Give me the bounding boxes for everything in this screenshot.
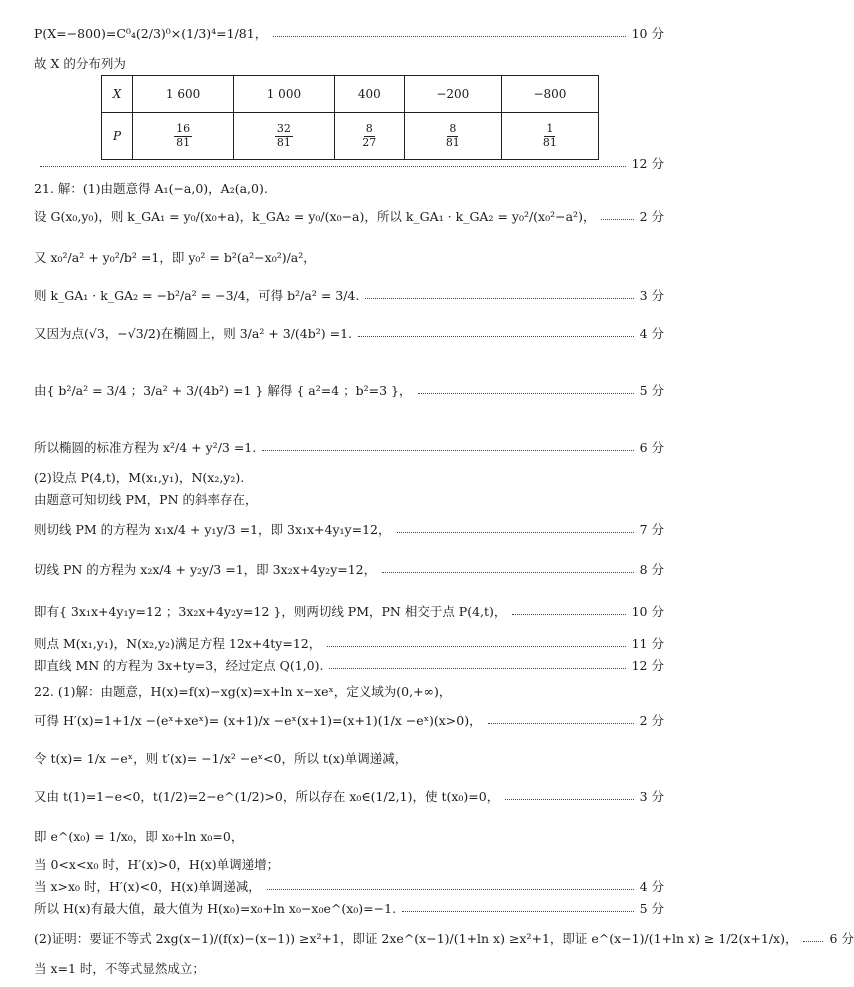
score-label: 2 分 xyxy=(639,209,664,224)
score-label: 4 分 xyxy=(639,326,664,341)
solution-text: 即直线 MN 的方程为 3x+ty=3，经过定点 Q(1,0). xyxy=(34,658,324,673)
solution-line-q21-8 xyxy=(34,466,664,488)
dot-leader xyxy=(505,799,633,800)
score-label: 5 分 xyxy=(639,383,664,398)
solution-text: 则切线 PM 的方程为 x₁x/4 + y₁y/3 =1，即 3x₁x+4y₁y=12， xyxy=(34,522,391,537)
p-num-4: 8 xyxy=(449,122,457,136)
solution-line-q21-7 xyxy=(34,436,664,458)
score-label: 6 分 xyxy=(639,440,664,455)
dot-leader xyxy=(382,572,633,573)
solution-text: 切线 PN 的方程为 x₂x/4 + y₂y/3 =1，即 3x₂x+4y₂y=12， xyxy=(34,562,377,577)
solution-text: 即 e^(x₀) = 1/x₀，即 x₀+ln x₀=0， xyxy=(34,829,244,844)
solution-text: 当 x>x₀ 时，H′(x)<0，H(x)单调递减， xyxy=(34,879,261,894)
table-row-x xyxy=(102,76,599,113)
solution-line-q21-5 xyxy=(34,322,664,344)
solution-line-q22-10 xyxy=(34,957,664,979)
solution-line-q21-9 xyxy=(34,488,664,510)
solution-line-q22-9 xyxy=(34,927,854,949)
p-den-1: 81 xyxy=(176,135,191,149)
solution-text: 由{ b²/a² = 3/4 ；3/a² + 3/(4b²) =1 } 解得 { a²=4 ；b²=3 }， xyxy=(34,383,412,398)
score-label: 10 分 xyxy=(631,26,664,41)
solution-text: 则 k_GA₁ · k_GA₂ = −b²/a² = −3/4，可得 b²/a² = 3/4. xyxy=(34,288,360,303)
score-label: 10 分 xyxy=(631,604,664,619)
solution-line-q21-6 xyxy=(34,379,664,401)
x-value-1: 1 600 xyxy=(133,76,234,113)
solution-line-q21-4 xyxy=(34,284,664,306)
solution-text: 当 x=1 时，不等式显然成立； xyxy=(34,961,205,976)
p-value-5 xyxy=(501,113,598,160)
dot-leader xyxy=(358,336,634,337)
dot-leader xyxy=(40,166,626,167)
score-label: 11 分 xyxy=(631,636,664,651)
table-row-p xyxy=(102,113,599,160)
score-label: 8 分 xyxy=(639,562,664,577)
solution-text: P(X=−800)=C⁰₄(2/3)⁰×(1/3)⁴=1/81， xyxy=(34,26,268,41)
p-den-3: 27 xyxy=(362,135,377,149)
p-num-2: 32 xyxy=(276,122,291,136)
solution-line-q22-4 xyxy=(34,785,664,807)
solution-text: 当 0<x<x₀ 时，H′(x)>0，H(x)单调递增； xyxy=(34,857,280,872)
dot-leader xyxy=(397,532,634,533)
dot-leader xyxy=(267,889,634,890)
dot-leader xyxy=(329,668,625,669)
solution-text: 又因为点(√3，−√3/2)在椭圆上，则 3/a² + 3/(4b²) =1. xyxy=(34,326,353,341)
x-value-5: −800 xyxy=(501,76,598,113)
p-value-2 xyxy=(234,113,335,160)
score-label: 12 分 xyxy=(631,156,664,171)
distribution-table xyxy=(101,75,599,160)
score-label: 12 分 xyxy=(631,658,664,673)
solution-line-q21-1 xyxy=(34,177,664,199)
table-header-p: P xyxy=(102,113,133,160)
x-value-4: −200 xyxy=(404,76,501,113)
solution-line-q21-12 xyxy=(34,600,664,622)
solution-text: (2)设点 P(4,t)，M(x₁,y₁)，N(x₂,y₂). xyxy=(34,470,245,485)
solution-text: 又 x₀²/a² + y₀²/b² =1，即 y₀² = b²(a²−x₀²)/a²， xyxy=(34,250,316,265)
solution-text: (2)证明：要证不等式 2xg(x−1)/(f(x)−(x−1)) ≥x²+1，即证 2xe^(x−1)/(1+ln x) ≥x²+1，即证 e^(x−1)/(1+ln x) ≥ 1/2(x+1/x)， xyxy=(34,931,798,946)
p-value-4 xyxy=(404,113,501,160)
solution-text: 又由 t(1)=1−e<0，t(1/2)=2−e^(1/2)>0，所以存在 x₀∈(1/2,1)，使 t(x₀)=0， xyxy=(34,789,500,804)
solution-line-q21-10 xyxy=(34,518,664,540)
solution-text: 令 t(x)= 1/x −eˣ，则 t′(x)= −1/x² −eˣ<0，所以 t(x)单调递减， xyxy=(34,751,408,766)
solution-line-q22-7 xyxy=(34,875,664,897)
score-label: 5 分 xyxy=(639,901,664,916)
solution-text: 22. (1)解：由题意，H(x)=f(x)−xg(x)=x+ln x−xeˣ，定义域为(0,+∞)， xyxy=(34,684,452,699)
solution-line-q21-2 xyxy=(34,205,664,227)
solution-line-q22-8 xyxy=(34,897,664,919)
solution-text: 即有{ 3x₁x+4y₁y=12 ；3x₂x+4y₂y=12 }，则两切线 PM，PN 相交于点 P(4,t)， xyxy=(34,604,507,619)
score-label: 7 分 xyxy=(639,522,664,537)
solution-line-q22-6 xyxy=(34,853,664,875)
score-label: 4 分 xyxy=(639,879,664,894)
p-value-3 xyxy=(334,113,404,160)
p-num-3: 8 xyxy=(365,122,373,136)
solution-text: 21. 解：(1)由题意得 A₁(−a,0)，A₂(a,0). xyxy=(34,181,268,196)
solution-text: 可得 H′(x)=1+1/x −(eˣ+xeˣ)= (x+1)/x −eˣ(x+1)=(x+1)(1/x −eˣ)(x>0)， xyxy=(34,713,482,728)
x-value-2: 1 000 xyxy=(234,76,335,113)
solution-text: 设 G(x₀,y₀)，则 k_GA₁ = y₀/(x₀+a)，k_GA₂ = y₀/(x₀−a)，所以 k_GA₁ · k_GA₂ = y₀²/(x₀²−a²)， xyxy=(34,209,596,224)
p-den-5: 81 xyxy=(542,135,557,149)
table-header-x: X xyxy=(102,76,133,113)
dot-leader xyxy=(262,450,633,451)
dot-leader xyxy=(488,723,634,724)
solution-line-q22-2 xyxy=(34,709,664,731)
solution-line-p-minus-800 xyxy=(34,22,664,44)
dot-leader xyxy=(418,393,634,394)
dot-leader xyxy=(512,614,625,615)
solution-text: 所以椭圆的标准方程为 x²/4 + y²/3 =1. xyxy=(34,440,257,455)
solution-text: 所以 H(x)有最大值，最大值为 H(x₀)=x₀+ln x₀−x₀e^(x₀)=−1. xyxy=(34,901,397,916)
p-den-4: 81 xyxy=(445,135,460,149)
solution-text: 故 X 的分布列为 xyxy=(34,56,126,71)
solution-line-q22-1 xyxy=(34,680,664,702)
dot-leader xyxy=(402,911,634,912)
p-num-1: 16 xyxy=(176,122,191,136)
dot-leader xyxy=(327,646,625,647)
p-num-5: 1 xyxy=(546,122,554,136)
score-label: 6 分 xyxy=(829,931,854,946)
solution-line-dist-intro xyxy=(34,52,664,74)
dot-leader xyxy=(601,219,633,220)
solution-line-q22-3 xyxy=(34,747,664,769)
p-den-2: 81 xyxy=(276,135,291,149)
dot-leader xyxy=(273,36,625,37)
solution-text: 则点 M(x₁,y₁)，N(x₂,y₂)满足方程 12x+4ty=12， xyxy=(34,636,322,651)
score-label: 3 分 xyxy=(639,288,664,303)
solution-line-q21-3 xyxy=(34,246,664,268)
solution-line-q21-14 xyxy=(34,654,664,676)
score-label: 3 分 xyxy=(639,789,664,804)
x-value-3: 400 xyxy=(334,76,404,113)
dot-leader xyxy=(365,298,633,299)
solution-line-q22-5 xyxy=(34,825,664,847)
p-value-1 xyxy=(133,113,234,160)
solution-line-q21-11 xyxy=(34,558,664,580)
score-label: 2 分 xyxy=(639,713,664,728)
solution-line-q21-13 xyxy=(34,632,664,654)
solution-text: 由题意可知切线 PM，PN 的斜率存在， xyxy=(34,492,258,507)
dot-leader xyxy=(803,941,823,942)
